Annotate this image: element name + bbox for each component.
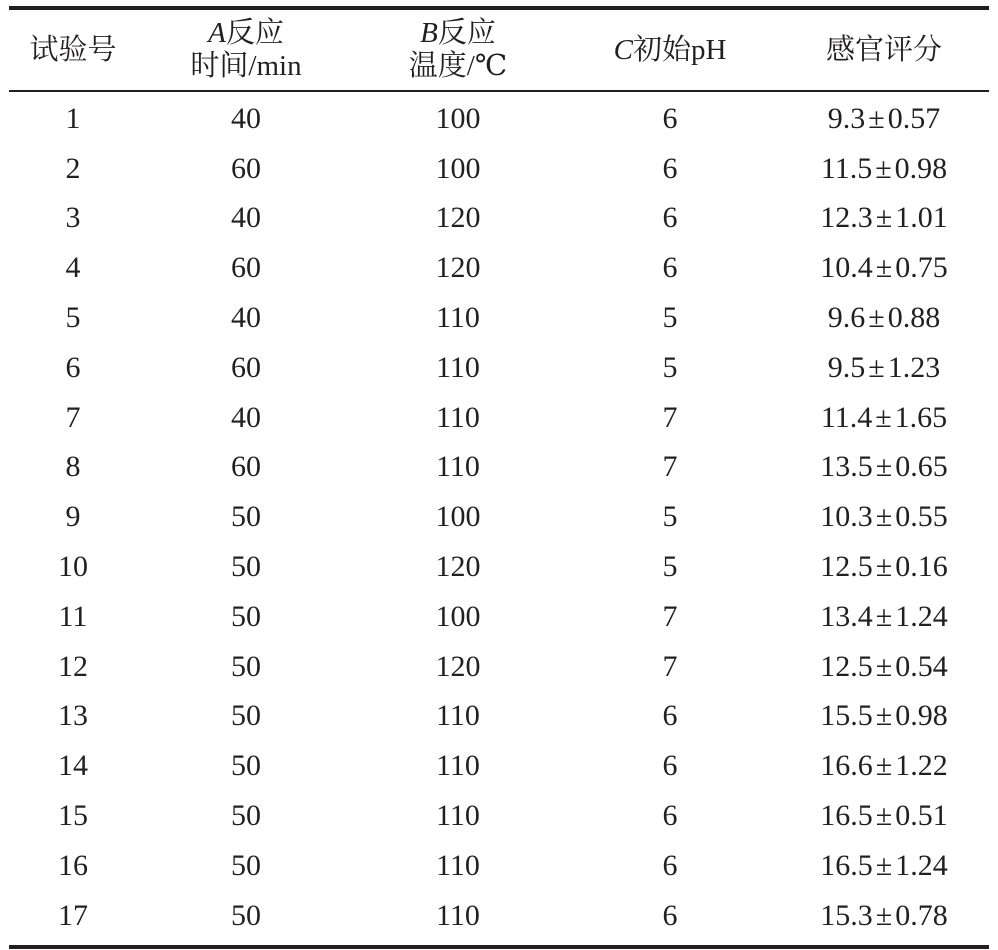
cell-reaction-temp: 100 [435,101,481,135]
cell-reaction-time: 40 [231,201,261,235]
score-mean: 12.5 [820,550,873,584]
plus-minus-sign: ± [875,201,893,235]
plus-minus-sign: ± [875,599,893,633]
cell-trial-no: 7 [65,400,81,434]
header-sensory-score [779,34,989,67]
score-sd: 0.98 [895,699,948,733]
plus-minus-sign: ± [868,350,885,384]
cell-reaction-temp: 110 [436,350,480,384]
table-row [9,492,989,542]
header-variable: A [208,17,226,49]
header-text: 初始pH [632,33,727,66]
plus-minus-sign: ± [875,799,893,833]
header-text: 反应 [437,17,496,49]
table-row [9,443,989,493]
cell-trial-no: 10 [58,550,88,584]
cell-reaction-time: 50 [231,848,261,882]
cell-sensory-score [779,600,989,634]
table-row [9,692,989,742]
cell-reaction-temp: 110 [436,699,480,733]
cell-reaction-time: 40 [231,400,261,434]
table-row [9,293,989,343]
header-line [190,50,301,83]
score-mean: 16.5 [820,799,873,833]
score-mean: 12.3 [820,201,873,235]
score-mean: 11.5 [820,151,873,185]
cell-sensory-score [779,699,989,733]
table-row [9,642,989,692]
table-row [9,891,989,941]
cell-reaction-temp: 110 [436,749,480,783]
score-sd: 1.23 [887,350,941,384]
score-sd: 1.24 [895,848,948,882]
cell-initial-ph: 6 [662,699,678,733]
cell-reaction-time: 60 [231,350,261,384]
cell-trial-no: 2 [65,151,81,185]
header-trial-no [9,34,137,67]
table-row [9,94,989,144]
cell-reaction-temp: 120 [435,550,481,584]
plus-minus-sign: ± [868,301,885,335]
cell-sensory-score [779,650,989,684]
cell-sensory-score [779,749,989,783]
table-row [9,791,989,841]
cell-initial-ph: 6 [662,101,678,135]
cell-reaction-time: 50 [231,649,261,683]
header-text: 试验号 [29,33,117,66]
cell-reaction-temp: 110 [436,799,480,833]
score-mean: 10.4 [820,251,873,285]
cell-reaction-temp: 110 [436,848,480,882]
cell-sensory-score [779,799,989,833]
score-mean: 15.5 [820,699,873,733]
header-line [29,34,116,67]
score-mean: 11.4 [820,400,873,434]
score-sd: 0.54 [895,649,948,683]
bottom-rule [9,945,989,949]
score-sd: 0.88 [887,301,941,335]
cell-sensory-score [779,152,989,186]
plus-minus-sign: ± [875,251,893,285]
cell-initial-ph: 5 [662,550,678,584]
cell-trial-no: 3 [65,201,81,235]
header-text: 感官评分 [825,33,942,66]
cell-trial-no: 17 [58,898,88,932]
cell-reaction-time: 40 [231,101,261,135]
cell-reaction-time: 50 [231,550,261,584]
table-header-row [9,10,989,90]
header-line [420,17,496,50]
cell-trial-no: 9 [65,500,81,534]
plus-minus-sign: ± [875,649,893,683]
cell-initial-ph: 7 [662,400,678,434]
cell-initial-ph: 7 [662,649,678,683]
plus-minus-sign: ± [875,699,893,733]
score-sd: 0.98 [894,151,948,185]
score-sd: 0.75 [895,251,948,285]
cell-sensory-score [779,401,989,435]
cell-trial-no: 12 [58,649,88,683]
header-reaction-temp [355,17,561,83]
cell-reaction-time: 40 [231,301,261,335]
cell-trial-no: 5 [65,301,81,335]
cell-reaction-time: 50 [231,500,261,534]
score-sd: 0.51 [895,799,948,833]
score-sd: 0.55 [895,500,948,534]
score-mean: 12.5 [820,649,873,683]
cell-initial-ph: 6 [662,749,678,783]
table-row [9,542,989,592]
cell-initial-ph: 6 [662,848,678,882]
score-sd: 0.65 [895,450,948,484]
header-reaction-time [137,17,355,83]
header-variable: C [613,33,633,66]
cell-reaction-temp: 100 [435,599,481,633]
header-text: 温度/℃ [408,50,508,82]
cell-sensory-score [779,450,989,484]
score-mean: 9.3 [827,101,866,135]
cell-trial-no: 1 [65,101,81,135]
cell-reaction-time: 50 [231,799,261,833]
header-initial-ph [561,34,779,67]
cell-sensory-score [779,550,989,584]
score-mean: 10.3 [820,500,873,534]
cell-initial-ph: 5 [662,301,678,335]
cell-reaction-time: 50 [231,749,261,783]
cell-reaction-time: 50 [231,898,261,932]
cell-trial-no: 6 [65,350,81,384]
cell-trial-no: 11 [58,599,88,633]
score-sd: 1.22 [895,749,948,783]
table-row [9,243,989,293]
cell-reaction-temp: 110 [436,400,480,434]
cell-trial-no: 4 [65,251,81,285]
table-row [9,343,989,393]
header-line [208,17,284,50]
cell-initial-ph: 6 [662,151,678,185]
cell-reaction-time: 60 [231,251,261,285]
cell-reaction-temp: 100 [435,500,481,534]
table-row [9,592,989,642]
score-sd: 1.01 [895,201,948,235]
header-line [409,50,508,83]
cell-initial-ph: 7 [662,599,678,633]
cell-trial-no: 14 [58,749,88,783]
score-mean: 16.5 [820,848,873,882]
cell-sensory-score [779,201,989,235]
header-text: 时间/min [190,50,302,82]
plus-minus-sign: ± [868,101,885,135]
cell-reaction-time: 50 [231,699,261,733]
cell-initial-ph: 6 [662,898,678,932]
cell-trial-no: 13 [58,699,88,733]
plus-minus-sign: ± [875,400,892,434]
cell-trial-no: 15 [58,799,88,833]
score-sd: 0.57 [887,101,941,135]
score-mean: 9.5 [827,350,866,384]
table-row [9,194,989,244]
plus-minus-sign: ± [875,848,893,882]
header-line [614,34,727,67]
header-text: 反应 [225,17,284,49]
table-row [9,393,989,443]
cell-sensory-score [779,500,989,534]
header-line [826,34,942,67]
header-variable: B [420,17,438,49]
cell-reaction-temp: 110 [436,301,480,335]
cell-sensory-score [779,251,989,285]
table-row [9,144,989,194]
cell-sensory-score [779,899,989,933]
score-sd: 0.78 [895,898,948,932]
cell-initial-ph: 5 [662,500,678,534]
cell-initial-ph: 6 [662,251,678,285]
cell-reaction-time: 60 [231,151,261,185]
plus-minus-sign: ± [875,898,893,932]
cell-reaction-temp: 110 [436,898,480,932]
cell-sensory-score [779,102,989,136]
plus-minus-sign: ± [875,550,893,584]
plus-minus-sign: ± [875,500,893,534]
score-sd: 0.16 [895,550,948,584]
data-table [9,6,989,949]
cell-sensory-score [779,351,989,385]
cell-reaction-temp: 120 [435,201,481,235]
cell-initial-ph: 6 [662,201,678,235]
score-mean: 13.5 [820,450,873,484]
cell-initial-ph: 7 [662,450,678,484]
table-row [9,841,989,891]
score-mean: 13.4 [820,599,873,633]
cell-reaction-temp: 120 [435,649,481,683]
cell-sensory-score [779,849,989,883]
score-mean: 15.3 [820,898,873,932]
cell-reaction-temp: 120 [435,251,481,285]
score-sd: 1.24 [895,599,948,633]
cell-sensory-score [779,301,989,335]
score-sd: 1.65 [894,400,948,434]
cell-initial-ph: 5 [662,350,678,384]
plus-minus-sign: ± [875,450,893,484]
table-row [9,741,989,791]
cell-trial-no: 8 [65,450,81,484]
cell-reaction-temp: 110 [436,450,480,484]
cell-reaction-time: 50 [231,599,261,633]
cell-trial-no: 16 [58,848,88,882]
score-mean: 16.6 [820,749,873,783]
plus-minus-sign: ± [875,749,893,783]
plus-minus-sign: ± [875,151,892,185]
table-body [9,92,989,945]
cell-initial-ph: 6 [662,799,678,833]
score-mean: 9.6 [827,301,866,335]
cell-reaction-time: 60 [231,450,261,484]
cell-reaction-temp: 100 [435,151,481,185]
